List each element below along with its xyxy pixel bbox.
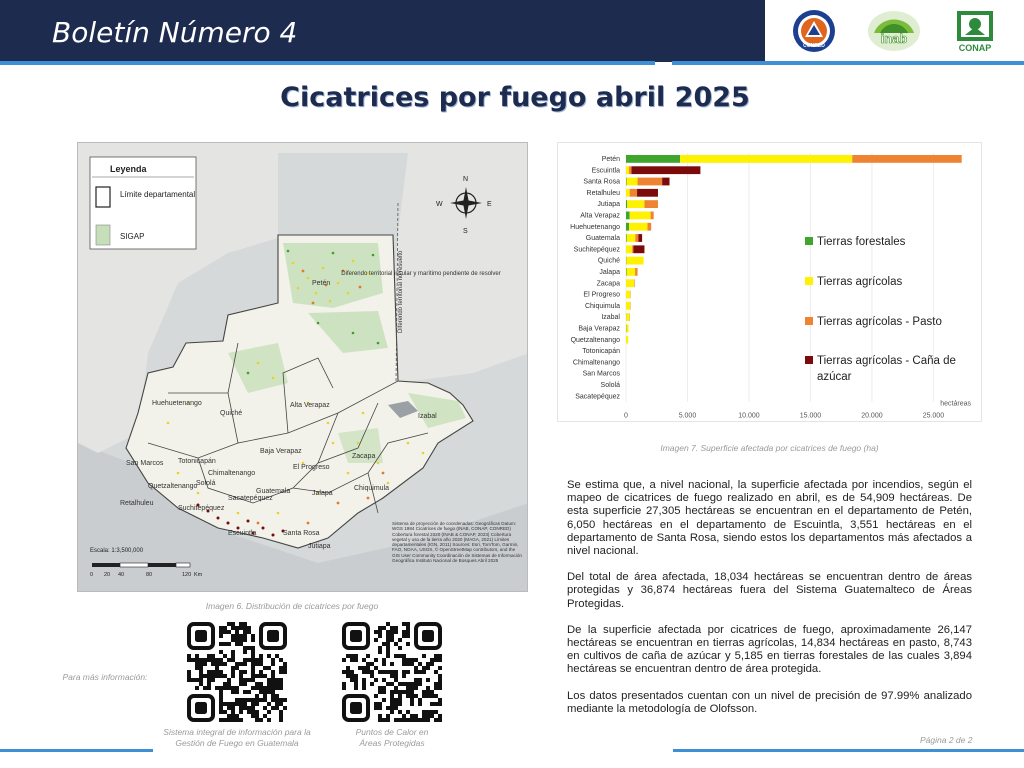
- category-label: Sololá: [600, 382, 620, 389]
- map-sources: Sistema de proyección de coordenadas: Geográficas Datum: WGS 1984 Cicatrices de fuego (INAB, CONAP, CONRED) Cobertura forestal 2020 (INAB & CONAP, 2023) Cobertura vegetal y uso de la tierra año 2020 (MAGA, 2021) Límites departamentales (IGN, 2011) Sources: Esri, TomTom, Garmin, FAO, NOAA, USGS, © OpenStreetMap contributors, and the GIS User Community Coordinación de Sistemas de Información Geográfica Instituto Nacional de Bosques Abril 2025: [392, 521, 522, 564]
- header-stripe-left: [0, 61, 655, 65]
- bar-segment: [629, 166, 631, 174]
- bar-segment: [635, 268, 637, 276]
- qr-label-fire-system: Sistema integral de información para la Gestión de Fuego en Guatemala: [163, 727, 311, 748]
- conap-logo: [953, 9, 997, 53]
- category-label: Alta Verapaz: [580, 212, 620, 220]
- svg-text:S: S: [463, 228, 468, 235]
- dept-label-zacapa: Zacapa: [352, 453, 376, 460]
- legend-label: Tierras agrícolas - Caña de: [817, 355, 956, 367]
- legend-swatch: [805, 237, 813, 245]
- legend-swatch: [805, 317, 813, 325]
- dept-label-quetzaltenango: Quetzaltenango: [148, 483, 198, 490]
- legend-swatch-sigap: [96, 225, 110, 245]
- map-caption: Imagen 6. Distribución de cicatrices por fuego: [205, 601, 379, 611]
- svg-text:W: W: [436, 201, 443, 208]
- legend-swatch: [805, 356, 813, 364]
- bar-segment: [630, 212, 651, 220]
- map-canvas: [78, 143, 528, 592]
- category-label: Suchitepéquez: [573, 246, 620, 254]
- bar-segment: [626, 212, 630, 220]
- conap-logo-text: CONAP: [958, 43, 992, 53]
- paragraph-1: Se estima que, a nivel nacional, la superficie afectada por incendios, según el mapeo de cicatrices de fuego realizado en abril, es de 54,909 hectáreas. De esta superficie 27,305 hectáreas se encuentran en el departamento de Petén, 6,050 hectáreas en el departamento de Escuintla, 3,551 hectáreas en el departamento de Santa Rosa, siendo estos los departamentos más afectados a nivel nacional.: [567, 479, 972, 558]
- dept-label-escuintla: Escuintla: [228, 530, 257, 537]
- x-tick-label: 10.000: [738, 412, 760, 420]
- bar-segment: [627, 200, 644, 208]
- bar-segment: [626, 325, 628, 333]
- dept-label-retalhuleu: Retalhuleu: [120, 500, 154, 507]
- dept-label-chiquimula: Chiquimula: [354, 485, 390, 492]
- page-number: Página 2 de 2: [920, 735, 973, 745]
- bar-segment: [651, 212, 654, 220]
- chart-panel: [557, 142, 982, 422]
- qr-code-fire-system[interactable]: [187, 622, 287, 722]
- bar-segment: [632, 245, 633, 253]
- bar-segment: [632, 166, 701, 174]
- category-label: Chiquimula: [584, 302, 620, 310]
- inab-logo: [866, 9, 922, 53]
- burned-area-chart: [558, 143, 981, 421]
- paragraph-3: De la superficie afectada por cicatrices de fuego, aproximadamente 26,147 hectáreas se encuentran en tierras agrícolas, 14,834 hectáreas en pasto, 8,743 en cultivos de caña de azúcar y 5,185 en tierras forestales de las cuales 3,894 hectáreas se encuentran dentro de área protegida.: [567, 623, 972, 676]
- category-label: Baja Verapaz: [578, 325, 620, 333]
- bar-segment: [626, 302, 630, 310]
- qr-label-hotspots: Puntos de Calor en Áreas Protegidas: [355, 727, 429, 748]
- category-label: Quiché: [597, 257, 620, 265]
- category-label: Petén: [601, 156, 620, 163]
- bar-segment: [626, 234, 627, 242]
- dept-label-jalapa: Jalapa: [312, 490, 333, 497]
- x-tick-label: 25.000: [922, 412, 945, 420]
- legend-label: Tierras agrícolas: [817, 276, 903, 288]
- inab-logo-text: inab: [881, 31, 908, 46]
- more-info-label: Para más información:: [62, 672, 148, 682]
- category-label: San Marcos: [582, 370, 620, 378]
- dept-label-jutiapa: Jutiapa: [308, 543, 331, 550]
- chart-caption: Imagen 7. Superficie afectada por cicatrices de fuego (ha): [660, 443, 879, 453]
- x-tick-label: 5.000: [678, 412, 697, 420]
- bar-segment: [644, 200, 658, 208]
- legend-label: Tierras forestales: [817, 236, 906, 248]
- bar-segment: [626, 189, 630, 197]
- bar-segment: [626, 336, 628, 344]
- bar-segment: [634, 279, 635, 287]
- bar-segment: [629, 223, 647, 231]
- dept-label-izabal: Izabal: [418, 413, 437, 420]
- fire-scars-map: [77, 142, 528, 592]
- footer-stripe-right: [673, 749, 1024, 752]
- category-label: Chimaltenango: [572, 359, 620, 367]
- bar-segment: [627, 234, 636, 242]
- legend-item-boundary: Límite departamental: [120, 190, 196, 199]
- bar-segment: [638, 178, 663, 186]
- category-label: Jalapa: [599, 269, 620, 276]
- bar-segment: [626, 155, 680, 163]
- conred-logo: [792, 9, 836, 53]
- category-label: Huehuetenango: [570, 223, 620, 231]
- dept-label-quiche: Quiché: [220, 410, 243, 417]
- bar-segment: [635, 234, 638, 242]
- dept-label-santa-rosa: Santa Rosa: [283, 530, 320, 537]
- svg-text:20: 20: [104, 572, 111, 578]
- dept-label-guatemala: Guatemala: [256, 488, 291, 495]
- disputed-label: Diferendo territorial insular y marítimo pendiente de resolver: [341, 271, 501, 277]
- body-text: [567, 479, 972, 729]
- logo-strip: [765, 0, 1024, 62]
- bar-segment: [626, 268, 635, 276]
- bulletin-title: Boletín Número 4: [52, 16, 298, 49]
- dept-label-huehuetenango: Huehuetenango: [152, 400, 202, 407]
- x-tick-label: 20.000: [861, 412, 883, 420]
- category-label: Guatemala: [585, 235, 620, 243]
- legend-label: Tierras agrícolas - Pasto: [817, 316, 942, 328]
- bar-segment: [630, 189, 637, 197]
- map-scale-text: Escala: 1:3,500,000: [90, 548, 144, 554]
- bar-segment: [637, 189, 658, 197]
- svg-text:80: 80: [146, 572, 153, 578]
- paragraph-4: Los datos presentados cuentan con un nivel de precisión de 97.99% analizado mediante la metodología de Olofsson.: [567, 689, 972, 715]
- category-label: Quetzaltenango: [570, 336, 620, 344]
- svg-text:E: E: [487, 201, 492, 208]
- conred-logo-text: CONRED: [803, 43, 825, 49]
- bar-segment: [633, 245, 644, 253]
- bar-segment: [626, 178, 637, 186]
- bar-segment: [852, 155, 961, 163]
- dept-label-el-progreso: El Progreso: [293, 464, 330, 471]
- bar-segment: [626, 279, 634, 287]
- dept-label-sacatepequez: Sacatepéquez: [228, 495, 273, 502]
- dept-label-san-marcos: San Marcos: [126, 460, 164, 467]
- bar-segment: [680, 155, 852, 163]
- dept-label-chimaltenango: Chimaltenango: [208, 470, 256, 477]
- bar-segment: [648, 223, 652, 231]
- category-label: Escuintla: [591, 167, 620, 175]
- bar-segment: [626, 291, 630, 299]
- bar-segment: [626, 313, 629, 321]
- dept-label-solola: Sololá: [196, 480, 216, 487]
- map-legend-title: Leyenda: [110, 164, 147, 174]
- x-tick-label: 15.000: [799, 412, 822, 420]
- legend-label: azúcar: [817, 371, 852, 383]
- bar-segment: [626, 200, 627, 208]
- dept-label-peten: Petén: [312, 280, 331, 287]
- bar-segment: [626, 245, 632, 253]
- page-title: Cicatrices por fuego abril 2025: [280, 82, 750, 113]
- x-axis-label: hectáreas: [940, 400, 971, 408]
- category-label: El Progreso: [583, 291, 620, 299]
- dept-label-alta-verapaz: Alta Verapaz: [290, 402, 330, 409]
- category-label: Totonicapán: [582, 348, 620, 356]
- category-label: Jutiapa: [597, 201, 620, 209]
- qr-code-hotspots[interactable]: [342, 622, 442, 722]
- footer-stripe-left: [0, 749, 153, 752]
- svg-text:N: N: [463, 176, 469, 183]
- category-label: Santa Rosa: [583, 178, 620, 186]
- bar-segment: [626, 257, 643, 265]
- dept-label-totonicapan: Totonicapán: [178, 458, 216, 465]
- bar-segment: [626, 223, 629, 231]
- bar-segment: [662, 178, 669, 186]
- svg-text:40: 40: [118, 572, 125, 578]
- paragraph-2: Del total de área afectada, 18,034 hectáreas se encuentran dentro de áreas protegidas y 36,874 hectáreas fuera del Sistema Guatemalteco de Áreas Protegidas.: [567, 571, 972, 610]
- x-tick-label: 0: [624, 412, 628, 420]
- category-label: Izabal: [601, 314, 620, 322]
- bar-segment: [638, 234, 642, 242]
- dept-label-suchitepequez: Suchitepéquez: [178, 505, 225, 512]
- legend-swatch: [805, 277, 813, 285]
- svg-text:0: 0: [90, 572, 94, 578]
- category-label: Retalhuleu: [586, 189, 620, 197]
- svg-text:Km: Km: [194, 572, 203, 578]
- svg-text:120: 120: [182, 572, 192, 578]
- dept-label-baja-verapaz: Baja Verapaz: [260, 448, 302, 455]
- bar-segment: [626, 166, 629, 174]
- disputed-vertical-label: Diferendo territorial no resuelto: [398, 250, 404, 333]
- legend-item-sigap: SIGAP: [120, 232, 145, 241]
- legend-swatch-boundary: [96, 187, 110, 207]
- category-label: Zacapa: [596, 280, 620, 288]
- category-label: Sacatepéquez: [575, 393, 620, 401]
